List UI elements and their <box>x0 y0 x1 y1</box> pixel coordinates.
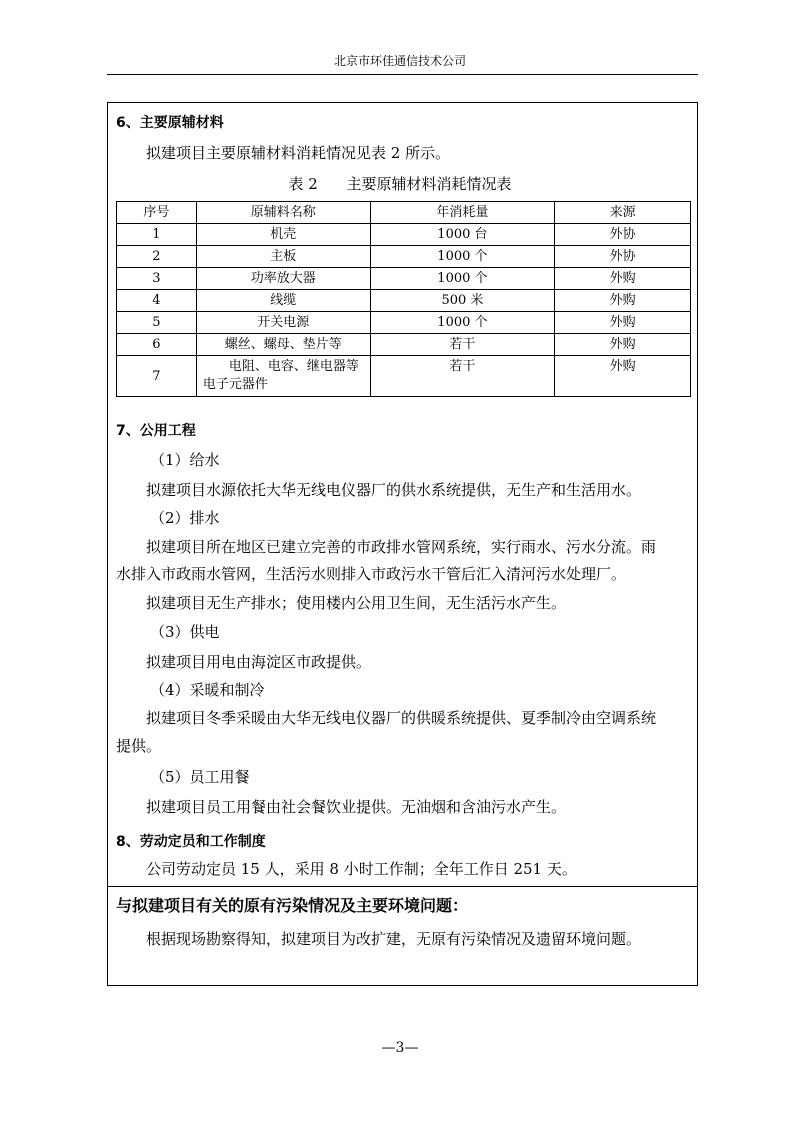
th-source: 来源 <box>555 202 691 224</box>
cell-index: 6 <box>117 334 197 356</box>
cell-consumption: 1000 台 <box>370 224 555 246</box>
page-header-company: 北京市环佳通信技术公司 <box>333 54 466 68</box>
cell-material: 功率放大器 <box>196 268 370 290</box>
table-row <box>117 268 691 290</box>
heating-cooling-title: （4）采暖和制冷 <box>150 681 265 699</box>
cell-source: 外协 <box>555 246 691 268</box>
cell-consumption: 1000 个 <box>370 312 555 334</box>
cell-consumption: 1000 个 <box>370 268 555 290</box>
drainage-title: （2）排水 <box>150 509 220 527</box>
cell-consumption: 若干 <box>370 356 555 397</box>
th-consumption: 年消耗量 <box>370 202 555 224</box>
section-6-intro: 拟建项目主要原辅材料消耗情况见表 2 所示。 <box>146 144 451 162</box>
cell-source: 外协 <box>555 224 691 246</box>
water-supply-title: （1）给水 <box>150 451 220 469</box>
cell-source: 外购 <box>555 290 691 312</box>
staff-dining-title: （5）员工用餐 <box>150 768 250 786</box>
cell-consumption: 500 米 <box>370 290 555 312</box>
heating-cooling-text-line2: 提供。 <box>116 737 162 755</box>
cell-index: 5 <box>117 312 197 334</box>
cell-consumption: 若干 <box>370 334 555 356</box>
cell-index: 4 <box>117 290 197 312</box>
table-row <box>117 312 691 334</box>
power-supply-title: （3）供电 <box>150 623 220 641</box>
table-row <box>117 224 691 246</box>
section-8-title: 8、劳动定员和工作制度 <box>116 834 266 850</box>
section-divider <box>107 886 698 887</box>
table-row <box>117 246 691 268</box>
table-row <box>117 356 691 397</box>
cell-source: 外购 <box>555 268 691 290</box>
table-caption: 表 2 主要原辅材料消耗情况表 <box>288 175 512 193</box>
cell-index: 3 <box>117 268 197 290</box>
cell-index: 2 <box>117 246 197 268</box>
cell-material: 电阻、电容、继电器等电子元器件 <box>196 356 370 397</box>
cell-source: 外购 <box>555 334 691 356</box>
cell-index: 1 <box>117 224 197 246</box>
cell-material: 开关电源 <box>196 312 370 334</box>
cell-index: 7 <box>117 356 197 397</box>
cell-consumption: 1000 个 <box>370 246 555 268</box>
heating-cooling-text-line1: 拟建项目冬季采暖由大华无线电仪器厂的供暖系统提供、夏季制冷由空调系统 <box>146 709 657 727</box>
page-number: —3— <box>381 1040 419 1056</box>
table-header-row <box>117 202 691 224</box>
header-rule <box>107 74 698 75</box>
pollution-title: 与拟建项目有关的原有污染情况及主要环境问题： <box>116 896 469 915</box>
cell-source: 外购 <box>555 312 691 334</box>
power-supply-text: 拟建项目用电由海淀区市政提供。 <box>146 653 372 671</box>
table-row <box>117 334 691 356</box>
staff-dining-text: 拟建项目员工用餐由社会餐饮业提供。无油烟和含油污水产生。 <box>146 798 567 816</box>
cell-source: 外购 <box>555 356 691 397</box>
th-index: 序号 <box>117 202 197 224</box>
cell-material: 螺丝、螺母、垫片等 <box>196 334 370 356</box>
cell-material: 线缆 <box>196 290 370 312</box>
section-8-text: 公司劳动定员 15 人，采用 8 小时工作制；全年工作日 251 天。 <box>146 860 577 878</box>
section-7-title: 7、公用工程 <box>116 423 196 439</box>
water-supply-text: 拟建项目水源依托大华无线电仪器厂的供水系统提供，无生产和生活用水。 <box>146 481 642 499</box>
cell-material: 主板 <box>196 246 370 268</box>
materials-table <box>116 201 691 397</box>
table-row <box>117 290 691 312</box>
section-6-title: 6、主要原辅材料 <box>116 115 224 131</box>
drainage-text-line1: 拟建项目所在地区已建立完善的市政排水管网系统，实行雨水、污水分流。雨 <box>146 538 657 556</box>
th-material: 原辅料名称 <box>196 202 370 224</box>
drainage-text-line3: 拟建项目无生产排水；使用楼内公用卫生间，无生活污水产生。 <box>146 594 567 612</box>
cell-material: 机壳 <box>196 224 370 246</box>
drainage-text-line2: 水排入市政雨水管网，生活污水则排入市政污水干管后汇入清河污水处理厂。 <box>116 565 627 583</box>
pollution-text: 根据现场勘察得知，拟建项目为改扩建，无原有污染情况及遗留环境问题。 <box>146 930 642 948</box>
